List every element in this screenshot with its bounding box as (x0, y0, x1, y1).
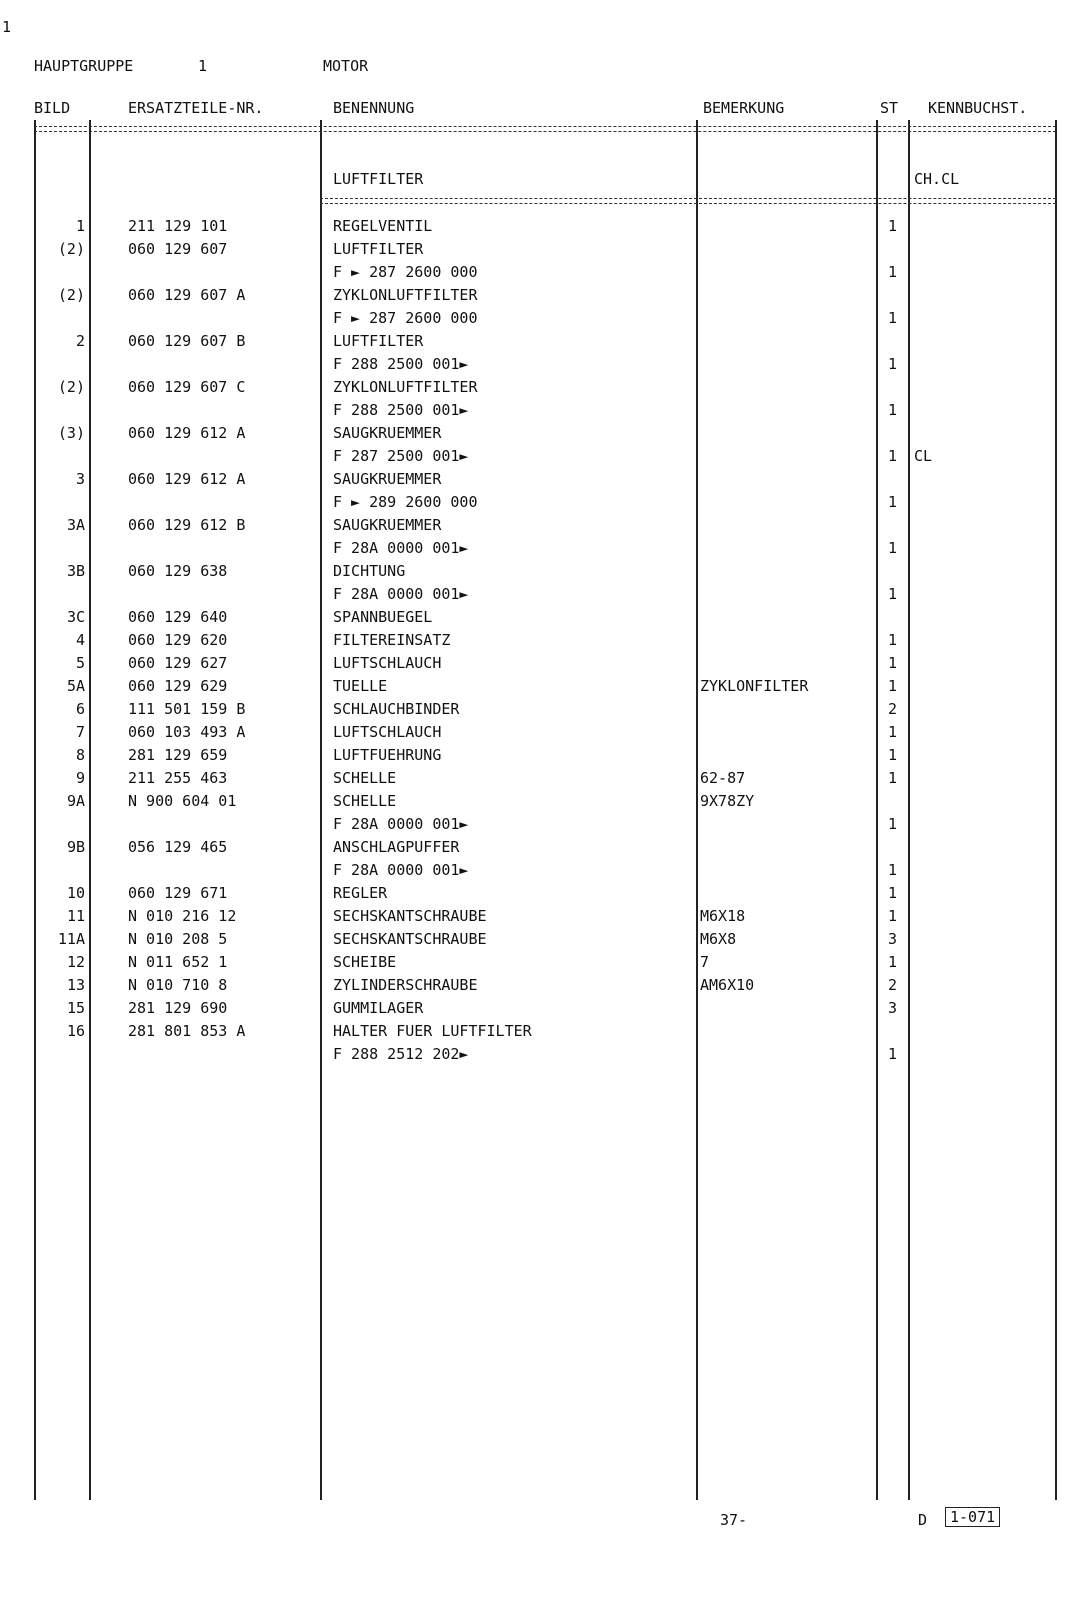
corner-number: 1 (2, 18, 12, 36)
cell-part-number: 211 129 101 (128, 217, 228, 235)
cell-benennung: ZYKLONLUFTFILTER (333, 286, 478, 304)
cell-benennung: SCHELLE (333, 792, 397, 810)
cell-st: 1 (888, 654, 898, 672)
cell-st: 1 (888, 355, 898, 373)
table-row (0, 537, 1085, 560)
cell-bild: 11 (66, 907, 85, 925)
cell-bild: 13 (66, 976, 85, 994)
cell-st: 1 (888, 769, 898, 787)
section-separator (320, 198, 1056, 204)
cell-benennung: F ► 289 2600 000 (333, 493, 478, 511)
section-kennbuchst: CH.CL (914, 170, 960, 188)
cell-st: 1 (888, 309, 898, 327)
cell-bild: (2) (57, 240, 85, 258)
cell-part-number: 060 129 607 B (128, 332, 246, 350)
table-row (0, 284, 1085, 307)
cell-part-number: 060 129 612 B (128, 516, 246, 534)
cell-bild: 7 (75, 723, 85, 741)
cell-benennung: SPANNBUEGEL (333, 608, 433, 626)
cell-st: 2 (888, 700, 898, 718)
cell-benennung: F 288 2500 001► (333, 401, 469, 419)
cell-benennung: F 287 2500 001► (333, 447, 469, 465)
cell-benennung: F 28A 0000 001► (333, 585, 469, 603)
cell-bemerkung: 62-87 (700, 769, 746, 787)
cell-st: 1 (888, 217, 898, 235)
table-row (0, 353, 1085, 376)
cell-part-number: 060 129 640 (128, 608, 228, 626)
cell-benennung: ZYKLONLUFTFILTER (333, 378, 478, 396)
table-row (0, 698, 1085, 721)
cell-bild: 16 (66, 1022, 85, 1040)
cell-benennung: SCHLAUCHBINDER (333, 700, 460, 718)
cell-kennbuchst: CL (914, 447, 933, 465)
table-row (0, 675, 1085, 698)
cell-benennung: LUFTFILTER (333, 240, 424, 258)
table-row (0, 514, 1085, 537)
cell-bild: (2) (57, 286, 85, 304)
table-row (0, 652, 1085, 675)
cell-bild: 15 (66, 999, 85, 1017)
cell-bild: 4 (75, 631, 85, 649)
cell-part-number: 060 129 607 (128, 240, 228, 258)
table-row (0, 399, 1085, 422)
cell-st: 1 (888, 953, 898, 971)
cell-benennung: LUFTSCHLAUCH (333, 723, 442, 741)
cell-benennung: SECHSKANTSCHRAUBE (333, 907, 487, 925)
table-row (0, 951, 1085, 974)
cell-bild: 9B (66, 838, 85, 856)
cell-benennung: LUFTFUEHRUNG (333, 746, 442, 764)
cell-st: 1 (888, 447, 898, 465)
cell-bild: 3B (66, 562, 85, 580)
header-st: ST (880, 99, 899, 117)
cell-benennung: SECHSKANTSCHRAUBE (333, 930, 487, 948)
table-row (0, 974, 1085, 997)
cell-st: 1 (888, 861, 898, 879)
cell-part-number: N 010 710 8 (128, 976, 228, 994)
header-separator (34, 126, 1056, 132)
cell-part-number: 060 129 671 (128, 884, 228, 902)
cell-benennung: F ► 287 2600 000 (333, 309, 478, 327)
table-row (0, 1043, 1085, 1066)
header-ersatzteile: ERSATZTEILE-NR. (128, 99, 264, 117)
cell-benennung: F 28A 0000 001► (333, 861, 469, 879)
cell-part-number: 060 129 607 C (128, 378, 246, 396)
cell-bild: 1 (75, 217, 85, 235)
table-row (0, 997, 1085, 1020)
cell-bild: 3C (66, 608, 85, 626)
cell-part-number: N 010 216 12 (128, 907, 237, 925)
cell-benennung: F 288 2512 202► (333, 1045, 469, 1063)
table-row (0, 307, 1085, 330)
table-row (0, 1020, 1085, 1043)
cell-benennung: F 28A 0000 001► (333, 539, 469, 557)
table-row (0, 790, 1085, 813)
header-benennung: BENENNUNG (333, 99, 415, 117)
cell-part-number: 060 129 629 (128, 677, 228, 695)
table-row (0, 215, 1085, 238)
cell-part-number: N 011 652 1 (128, 953, 228, 971)
table-row (0, 468, 1085, 491)
cell-bemerkung: M6X8 (700, 930, 737, 948)
cell-benennung: SAUGKRUEMMER (333, 470, 442, 488)
cell-bild: 11A (57, 930, 85, 948)
table-row (0, 882, 1085, 905)
cell-benennung: REGLER (333, 884, 388, 902)
cell-part-number: 281 129 659 (128, 746, 228, 764)
table-row (0, 813, 1085, 836)
cell-st: 3 (888, 930, 898, 948)
table-row (0, 767, 1085, 790)
cell-part-number: 111 501 159 B (128, 700, 246, 718)
cell-part-number: 060 129 620 (128, 631, 228, 649)
cell-benennung: FILTEREINSATZ (333, 631, 451, 649)
header-kennbuchst: KENNBUCHST. (928, 99, 1028, 117)
cell-st: 1 (888, 493, 898, 511)
table-row (0, 560, 1085, 583)
cell-benennung: SCHELLE (333, 769, 397, 787)
table-row (0, 261, 1085, 284)
cell-st: 1 (888, 677, 898, 695)
cell-bild: 6 (75, 700, 85, 718)
header-bemerkung: BEMERKUNG (703, 99, 785, 117)
cell-bild: (2) (57, 378, 85, 396)
cell-part-number: 281 801 853 A (128, 1022, 246, 1040)
cell-st: 1 (888, 815, 898, 833)
cell-bemerkung: 7 (700, 953, 710, 971)
cell-part-number: 056 129 465 (128, 838, 228, 856)
cell-bild: 2 (75, 332, 85, 350)
cell-part-number: 211 255 463 (128, 769, 228, 787)
cell-bild: 10 (66, 884, 85, 902)
cell-part-number: 281 129 690 (128, 999, 228, 1017)
header-bild: BILD (34, 99, 71, 117)
table-row (0, 928, 1085, 951)
cell-part-number: N 900 604 01 (128, 792, 237, 810)
cell-st: 1 (888, 539, 898, 557)
cell-benennung: SAUGKRUEMMER (333, 516, 442, 534)
cell-benennung: GUMMILAGER (333, 999, 424, 1017)
cell-st: 1 (888, 907, 898, 925)
cell-bild: 3A (66, 516, 85, 534)
cell-part-number: 060 129 627 (128, 654, 228, 672)
cell-st: 1 (888, 1045, 898, 1063)
footer-page-code: 1-071 (945, 1507, 1000, 1527)
cell-benennung: LUFTFILTER (333, 332, 424, 350)
footer-d-label: D (918, 1511, 928, 1529)
page-number: 37- (720, 1511, 748, 1529)
cell-st: 2 (888, 976, 898, 994)
table-row (0, 859, 1085, 882)
cell-st: 1 (888, 401, 898, 419)
cell-benennung: SCHEIBE (333, 953, 397, 971)
cell-part-number: 060 129 607 A (128, 286, 246, 304)
cell-bemerkung: M6X18 (700, 907, 746, 925)
hauptgruppe-label: HAUPTGRUPPE (34, 57, 134, 75)
cell-benennung: SAUGKRUEMMER (333, 424, 442, 442)
table-row (0, 376, 1085, 399)
cell-benennung: LUFTSCHLAUCH (333, 654, 442, 672)
cell-benennung: F ► 287 2600 000 (333, 263, 478, 281)
parts-table-body (0, 215, 1085, 1066)
cell-benennung: DICHTUNG (333, 562, 406, 580)
table-row (0, 422, 1085, 445)
cell-bild: 5 (75, 654, 85, 672)
table-row (0, 629, 1085, 652)
cell-bild: 9A (66, 792, 85, 810)
cell-bild: 8 (75, 746, 85, 764)
cell-st: 1 (888, 723, 898, 741)
cell-st: 1 (888, 263, 898, 281)
cell-benennung: F 288 2500 001► (333, 355, 469, 373)
cell-part-number: N 010 208 5 (128, 930, 228, 948)
cell-benennung: TUELLE (333, 677, 388, 695)
section-title: LUFTFILTER (333, 170, 424, 188)
table-row (0, 905, 1085, 928)
cell-bild: 9 (75, 769, 85, 787)
table-row (0, 491, 1085, 514)
cell-st: 1 (888, 746, 898, 764)
cell-benennung: HALTER FUER LUFTFILTER (333, 1022, 532, 1040)
cell-benennung: REGELVENTIL (333, 217, 433, 235)
cell-bild: 5A (66, 677, 85, 695)
cell-st: 1 (888, 631, 898, 649)
cell-st: 1 (888, 585, 898, 603)
hauptgruppe-number: 1 (198, 57, 208, 75)
table-row (0, 744, 1085, 767)
cell-bemerkung: AM6X10 (700, 976, 755, 994)
cell-part-number: 060 129 638 (128, 562, 228, 580)
cell-bild: (3) (57, 424, 85, 442)
cell-part-number: 060 103 493 A (128, 723, 246, 741)
hauptgruppe-name: MOTOR (323, 57, 369, 75)
cell-bild: 12 (66, 953, 85, 971)
cell-benennung: ANSCHLAGPUFFER (333, 838, 460, 856)
cell-benennung: F 28A 0000 001► (333, 815, 469, 833)
table-row (0, 445, 1085, 468)
table-row (0, 330, 1085, 353)
cell-bemerkung: 9X78ZY (700, 792, 755, 810)
cell-benennung: ZYLINDERSCHRAUBE (333, 976, 478, 994)
table-row (0, 583, 1085, 606)
table-row (0, 721, 1085, 744)
cell-bild: 3 (75, 470, 85, 488)
cell-bemerkung: ZYKLONFILTER (700, 677, 809, 695)
cell-st: 1 (888, 884, 898, 902)
cell-st: 3 (888, 999, 898, 1017)
table-row (0, 238, 1085, 261)
cell-part-number: 060 129 612 A (128, 424, 246, 442)
table-row (0, 606, 1085, 629)
table-row (0, 836, 1085, 859)
cell-part-number: 060 129 612 A (128, 470, 246, 488)
